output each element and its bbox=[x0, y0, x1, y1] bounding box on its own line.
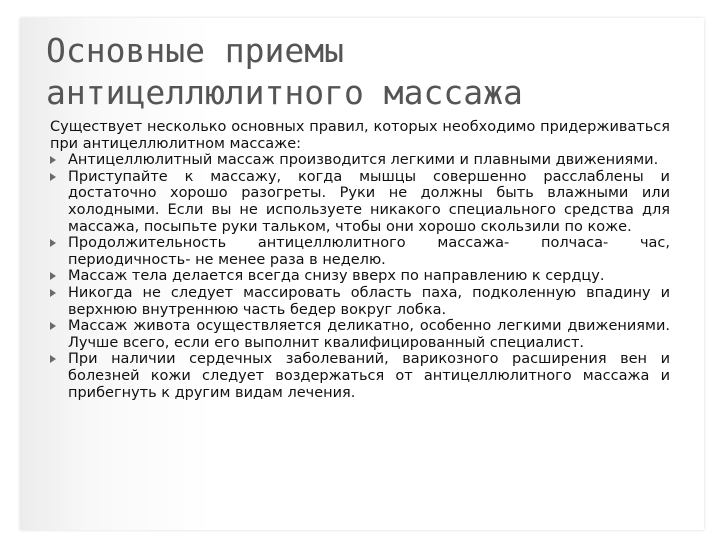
list-item-text: Массаж тела делается всегда снизу вверх по направлению к сердцу. bbox=[68, 268, 605, 285]
list-item bbox=[50, 285, 670, 318]
triangle-bullet-icon bbox=[50, 173, 56, 181]
rules-list bbox=[50, 152, 670, 401]
list-item-text: Массаж живота осуществляется деликатно, особенно легкими движениями. Лучше всего, если его выполнит квалифицированный специалист. bbox=[68, 318, 670, 351]
title-line-1: Основные приемы bbox=[46, 31, 345, 70]
slide-content bbox=[50, 119, 670, 401]
intro-paragraph: Существует несколько основных правил, которых необходимо придерживаться при антицеллюлитном массаже: bbox=[50, 119, 670, 152]
list-item-text: Продолжительность антицеллюлитного массажа- полчаса- час, периодичность- не менее раза в неделю. bbox=[68, 235, 670, 268]
list-item bbox=[50, 152, 670, 169]
triangle-bullet-icon bbox=[50, 322, 56, 330]
triangle-bullet-icon bbox=[50, 239, 56, 247]
list-item-text: Никогда не следует массировать область паха, подколенную впадину и верхнюю внутреннюю часть бедер вокруг лобка. bbox=[68, 284, 670, 318]
title-line-2: антицеллюлитного массажа bbox=[46, 73, 523, 112]
list-item bbox=[50, 318, 670, 351]
list-item-text: Антицеллюлитный массаж производится легкими и плавными движениями. bbox=[68, 152, 659, 169]
list-item-text: При наличии сердечных заболеваний, варикозного расширения вен и болезней кожи следует воздержаться от антицеллюлитного массажа и прибегнуть к другим видам лечения. bbox=[68, 351, 670, 401]
triangle-bullet-icon bbox=[50, 289, 56, 297]
triangle-bullet-icon bbox=[50, 355, 56, 363]
slide-title bbox=[46, 30, 686, 114]
list-item bbox=[50, 268, 670, 285]
list-item-text: Приступайте к массажу, когда мышцы совершенно расслаблены и достаточно хорошо разогреты. Руки не должны быть влажными или холодными. Если вы не используете никакого специального средства для массажа, посыпьте руки тальком, чтобы они хорошо скользили по коже. bbox=[68, 168, 670, 235]
list-item bbox=[50, 351, 670, 401]
triangle-bullet-icon bbox=[50, 156, 56, 164]
list-item bbox=[50, 235, 670, 268]
triangle-bullet-icon bbox=[50, 272, 56, 280]
list-item bbox=[50, 169, 670, 235]
